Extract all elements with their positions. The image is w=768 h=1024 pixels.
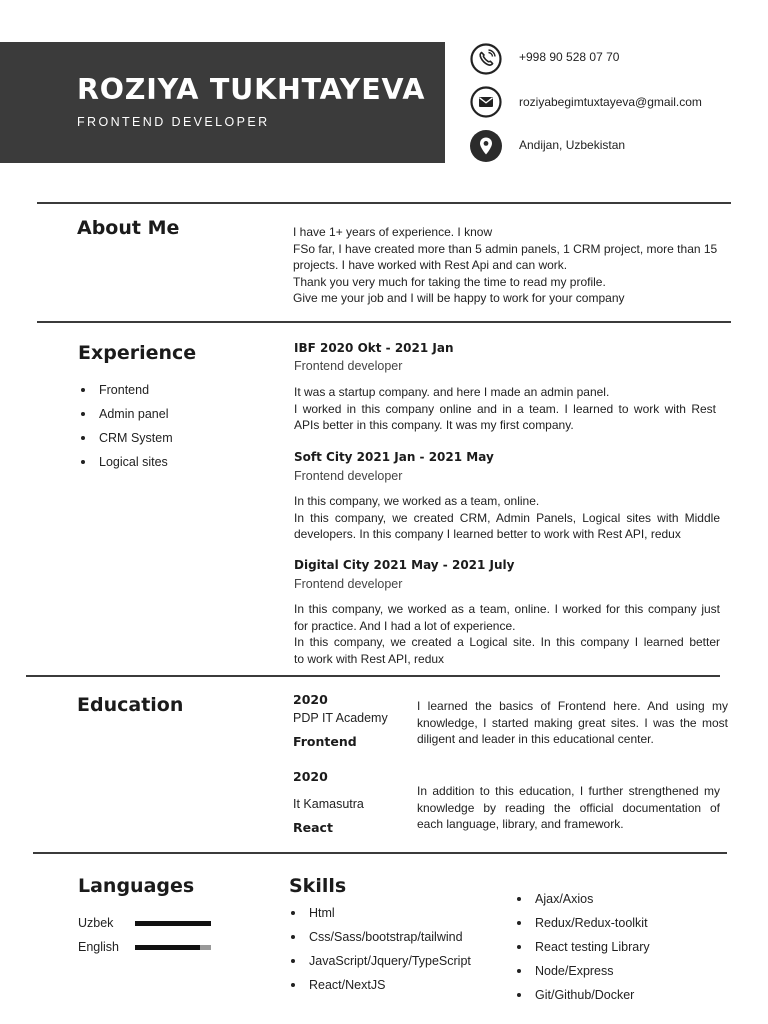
language-name: English: [78, 940, 119, 954]
skill-item: Git/Github/Docker: [514, 987, 650, 1011]
job-role: Frontend developer: [294, 577, 403, 591]
job-description: [294, 493, 720, 543]
skill-item: Html: [288, 905, 471, 929]
skill-item: React/NextJS: [288, 977, 471, 1001]
about-heading: About Me: [77, 217, 180, 239]
education-year: 2020: [293, 769, 328, 784]
job-line: developers. In this company I learned better to work with Rest API, redux: [294, 527, 681, 542]
job-line: It was a startup company. and here I made an admin panel.: [294, 385, 610, 399]
job-role: Frontend developer: [294, 469, 403, 483]
about-line: Thank you very much for taking the time to read my profile.: [293, 274, 606, 289]
email-icon: [470, 86, 502, 118]
language-name: Uzbek: [78, 916, 114, 930]
skill-item: Ajax/Axios: [514, 891, 650, 915]
job-line: APIs better in this company. It was my first company.: [294, 418, 574, 433]
divider-experience: [26, 675, 720, 677]
list-item: Frontend: [78, 382, 173, 406]
experience-highlights: [78, 382, 173, 478]
education-description: [417, 698, 728, 748]
skill-item: Css/Sass/bootstrap/tailwind: [288, 929, 471, 953]
list-item: CRM System: [78, 430, 173, 454]
skill-item: Node/Express: [514, 963, 650, 987]
phone-icon: [470, 43, 502, 75]
job-title: IBF 2020 Okt - 2021 Jan: [294, 341, 454, 355]
job-title: Soft City 2021 Jan - 2021 May: [294, 450, 494, 464]
job-line: In this company, we created CRM, Admin Panels, Logical sites with Middle: [294, 510, 720, 525]
location-icon: [470, 130, 502, 162]
job-line: I worked in this company online and in a team. I learned to work with Rest: [294, 401, 716, 416]
skill-item: Redux/Redux-toolkit: [514, 915, 650, 939]
job-description: [294, 384, 716, 434]
about-line: Give me your job and I will be happy to work for your company: [293, 291, 625, 306]
location-text: Andijan, Uzbekistan: [519, 138, 626, 152]
skills-list-1: [288, 905, 471, 1001]
education-line: knowledge, I started making great sites. I was the most: [417, 715, 728, 730]
job-title: Digital City 2021 May - 2021 July: [294, 558, 515, 572]
about-text: [293, 224, 733, 307]
education-line: In addition to this education, I further strengthened my: [417, 784, 720, 798]
language-level-bar: [135, 921, 211, 926]
list-item: Admin panel: [78, 406, 173, 430]
education-heading: Education: [77, 694, 184, 716]
education-line: I learned the basics of Frontend here. And using my: [417, 699, 728, 713]
about-line: FSo far, I have created more than 5 admin panels, 1 CRM project, more than 15: [293, 241, 718, 256]
education-line: each language, library, and framework.: [417, 817, 624, 832]
job-description: [294, 601, 720, 667]
language-level-bar: [135, 945, 211, 950]
experience-heading: Experience: [78, 342, 197, 364]
job-line: for practice. And I had a lot of experience.: [294, 618, 516, 633]
list-item: Logical sites: [78, 454, 173, 478]
skill-item: JavaScript/Jquery/TypeScript: [288, 953, 471, 977]
education-description: [417, 783, 720, 833]
candidate-name: ROZIYA TUKHTAYEVA: [77, 73, 426, 106]
job-line: In this company, we worked as a team, online. I worked for this company just: [294, 602, 720, 616]
job-line: to work with Rest API, redux: [294, 651, 445, 666]
education-field: Frontend: [293, 734, 357, 749]
job-line: In this company, we created a Logical site. In this company I learned better: [294, 635, 720, 650]
email-address[interactable]: roziyabegimtuxtayeva@gmail.com: [519, 95, 702, 109]
languages-heading: Languages: [78, 875, 195, 897]
job-line: In this company, we worked as a team, online.: [294, 494, 540, 508]
job-role: Frontend developer: [294, 359, 403, 373]
divider-education: [33, 852, 727, 854]
education-year: 2020: [293, 692, 328, 707]
about-line: I have 1+ years of experience. I know: [293, 225, 493, 239]
education-field: React: [293, 820, 333, 835]
phone-number[interactable]: +998 90 528 07 70: [519, 50, 620, 64]
skill-item: React testing Library: [514, 939, 650, 963]
education-school: PDP IT Academy: [293, 711, 388, 725]
education-line: diligent and leader in this educational center.: [417, 732, 654, 747]
skills-heading: Skills: [289, 875, 347, 897]
education-line: knowledge by reading the official documentation of: [417, 800, 720, 815]
education-school: It Kamasutra: [293, 797, 364, 811]
about-line: projects. I have worked with Rest Api and can work.: [293, 258, 568, 273]
language-level-fill: [135, 945, 200, 950]
language-level-fill: [135, 921, 211, 926]
divider-top: [37, 202, 731, 204]
candidate-title: FRONTEND DEVELOPER: [77, 115, 270, 129]
divider-about: [37, 321, 731, 323]
skills-list-2: [514, 891, 650, 1011]
